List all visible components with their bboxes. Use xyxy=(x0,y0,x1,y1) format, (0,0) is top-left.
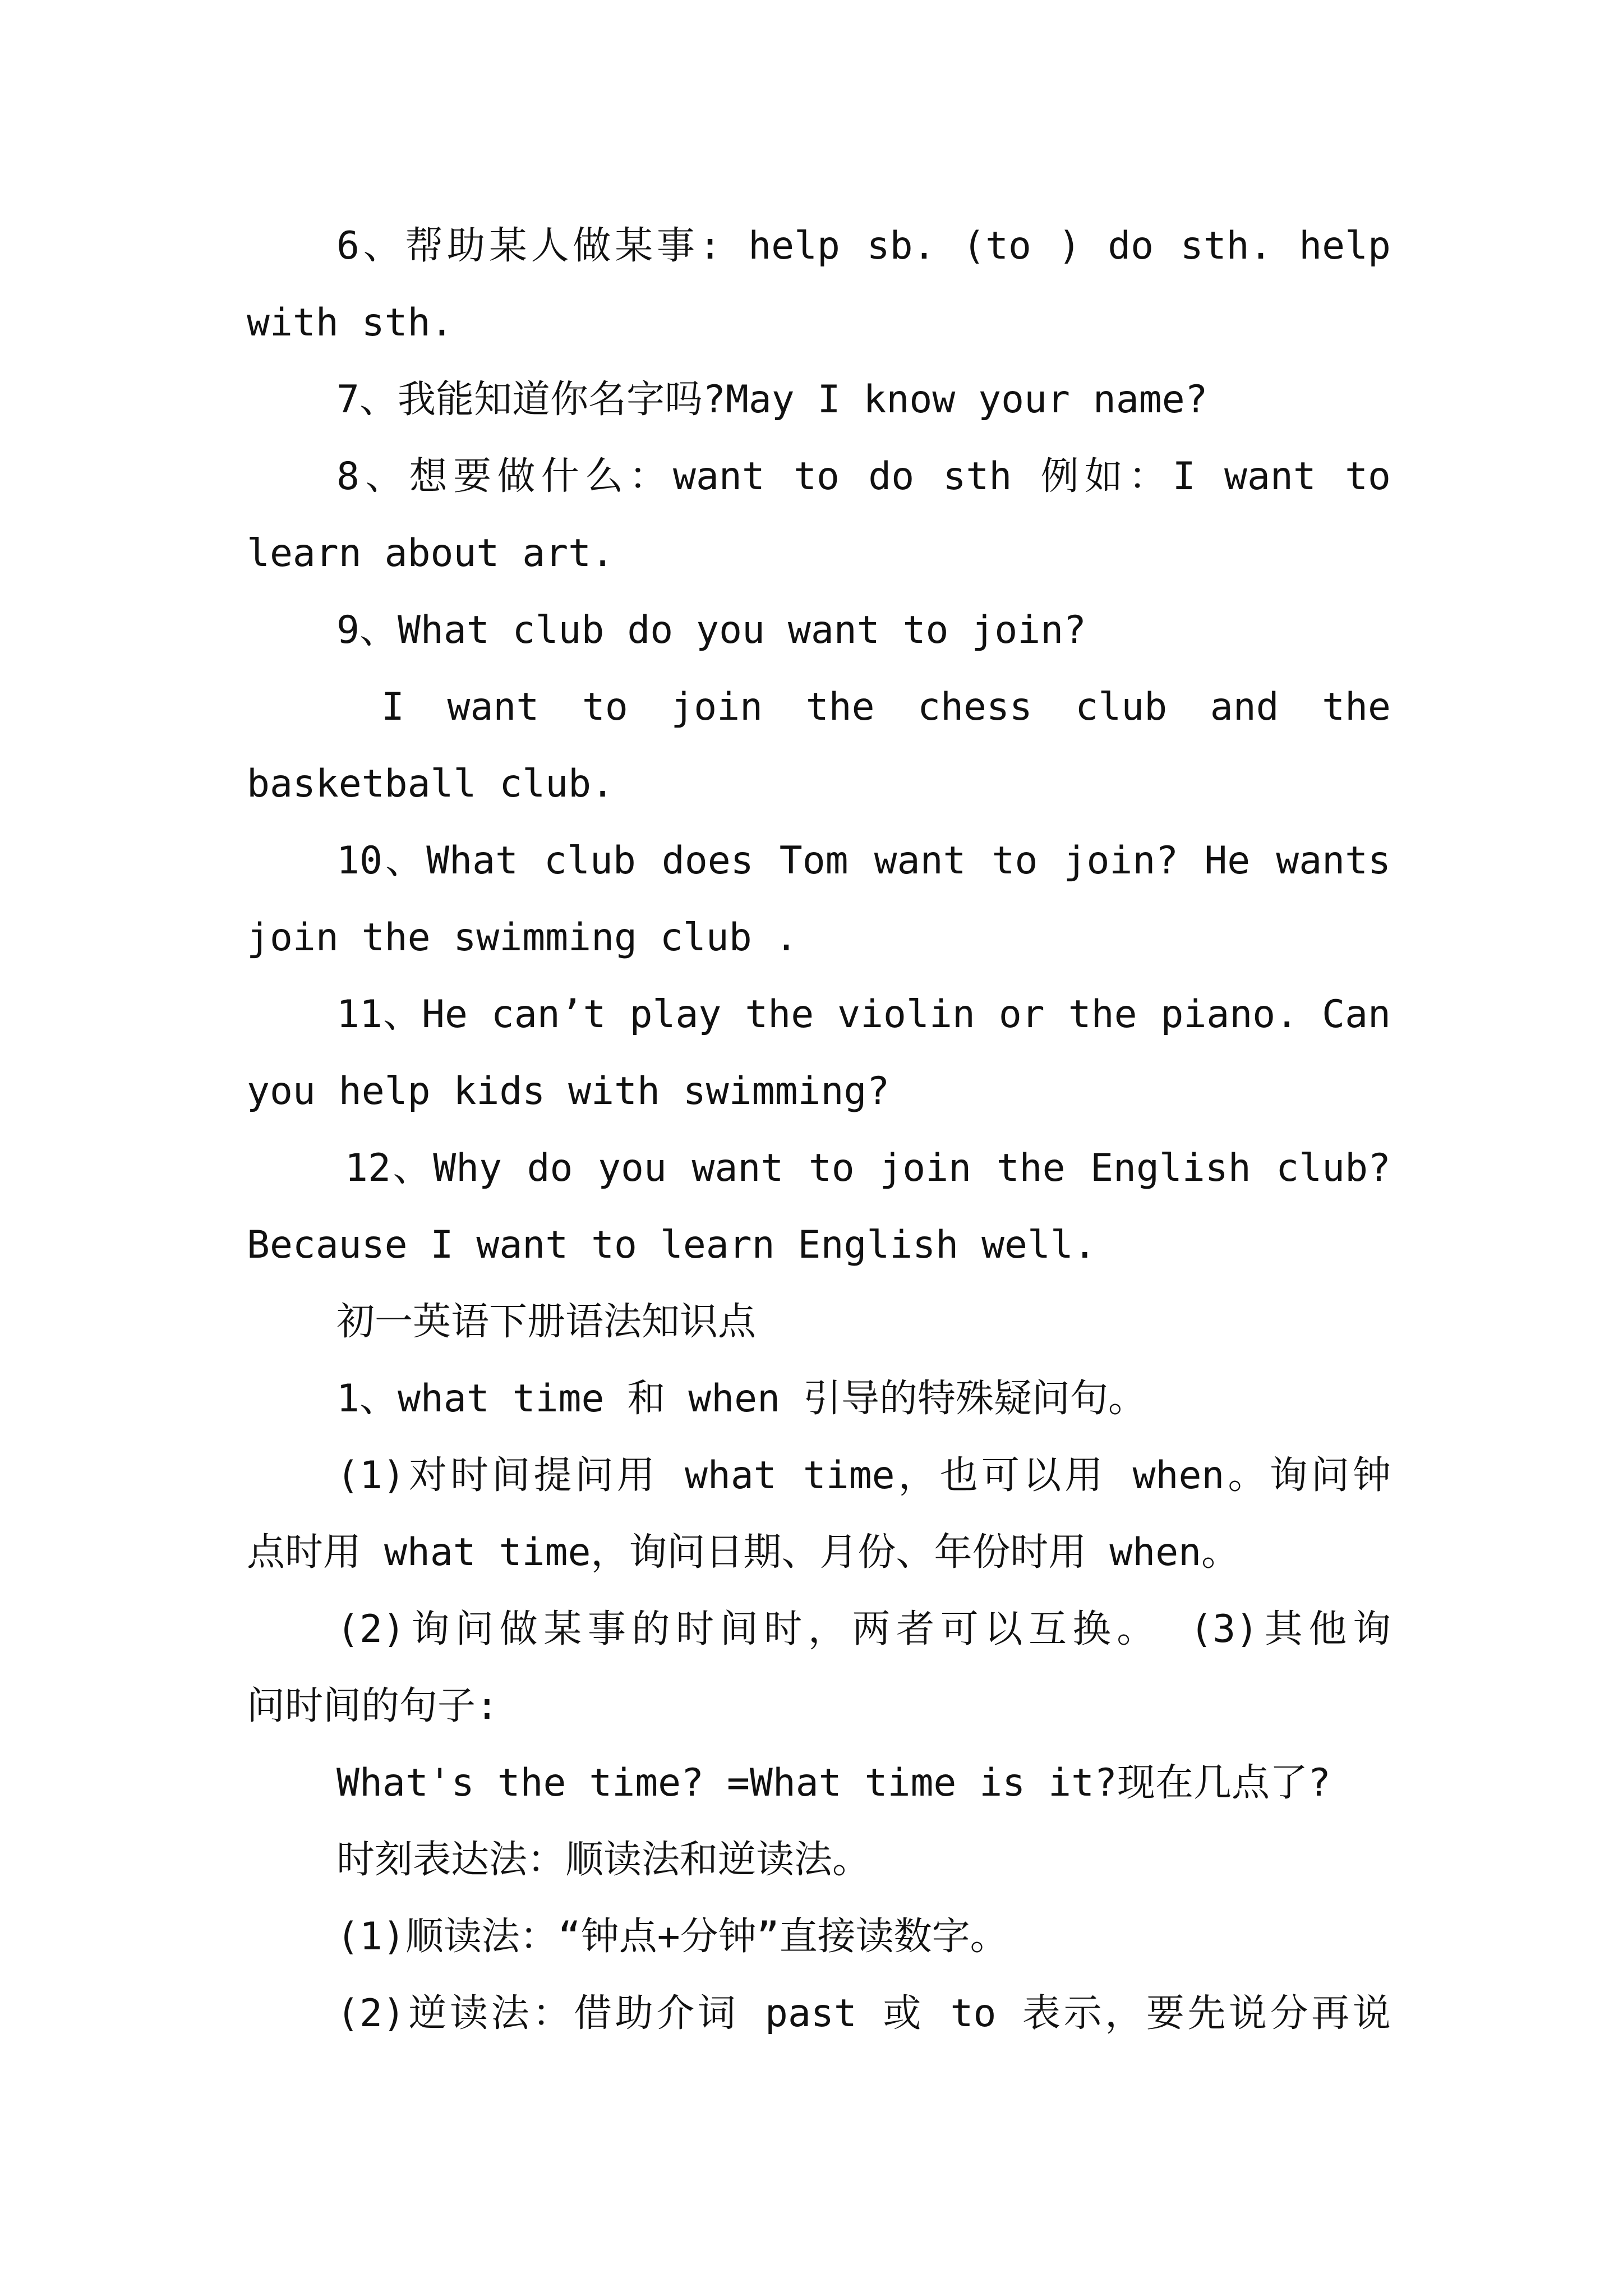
text-line: (1)顺读法：“钟点+分钟”直接读数字。 xyxy=(336,1915,1008,1959)
text-line: basketball club. xyxy=(247,762,615,806)
text-line: 10、What club does Tom want to join? He wants xyxy=(336,839,1391,883)
text-line: learn about art. xyxy=(247,531,615,576)
text-line: 问时间的句子: xyxy=(247,1684,499,1728)
text-line: (2)逆读法：借助介词 past 或 to 表示，要先说分再说 xyxy=(336,1991,1391,2036)
text-line: 时刻表达法：顺读法和逆读法。 xyxy=(336,1838,871,1882)
text-line: I want to join the chess club and the xyxy=(381,685,1391,729)
text-line: Because I want to learn English well. xyxy=(247,1223,1096,1267)
text-line: 12、Why do you want to join the English club? xyxy=(345,1146,1391,1190)
text-line: (1)对时间提问用 what time，也可以用 when。询问钟 xyxy=(336,1453,1391,1498)
text-line: with sth. xyxy=(247,301,454,345)
text-line: (2)询问做某事的时间时，两者可以互换。 (3)其他询 xyxy=(336,1607,1391,1651)
section-heading: 初一英语下册语法知识点 xyxy=(336,1300,757,1344)
text-line: 1、what time 和 when 引导的特殊疑问句。 xyxy=(336,1377,1146,1421)
text-line: 点时用 what time，询问日期、月份、年份时用 when。 xyxy=(247,1530,1240,1575)
text-line: 6、帮助某人做某事: help sb. (to ) do sth. help xyxy=(336,224,1391,268)
text-line: join the swimming club . xyxy=(247,915,798,960)
text-line: 9、What club do you want to join? xyxy=(336,608,1087,652)
text-line: 8、想要做什么：want to do sth 例如：I want to xyxy=(336,454,1391,499)
text-line: you help kids with swimming? xyxy=(247,1069,890,1114)
text-line: What's the time? =What time is it?现在几点了? xyxy=(336,1761,1331,1805)
text-line: 11、He can’t play the violin or the piano. Can xyxy=(336,992,1391,1037)
text-line: 7、我能知道你名字吗?May I know your name? xyxy=(336,378,1208,422)
